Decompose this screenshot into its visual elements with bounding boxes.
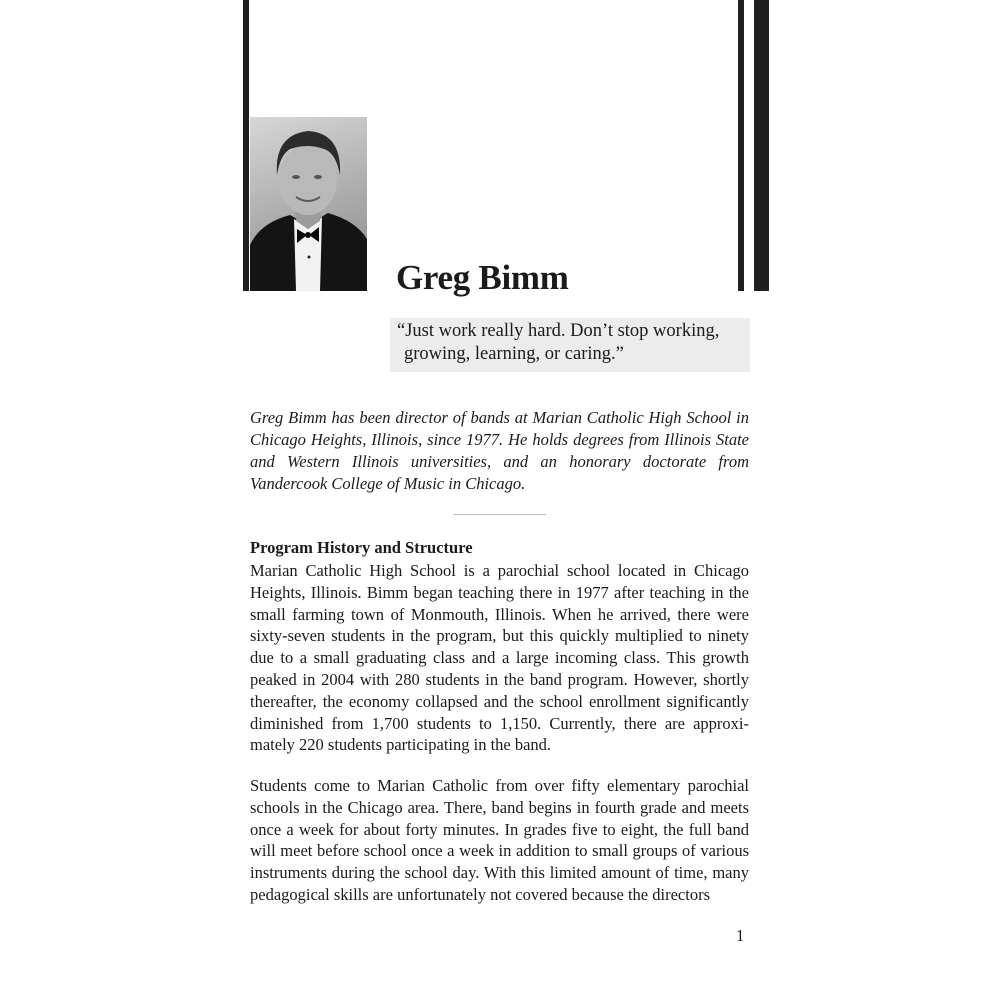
right-border-bar-inner [738,0,744,291]
right-border-bar-outer [754,0,769,291]
body-paragraph-1: Marian Catholic High School is a parochial school located in Chicago Heights, Illinois. Bimm began teaching there in 1977 after teaching in the small farming town of Monmouth, Illinois. When he arrived, there were sixty-seven students in the program, but this quickly multiplied to ninety due to a small graduating class and a large incoming class. This growth peaked in 2004 with 280 students in the band program. However, shortly thereafter, the economy collapsed and the school enrollment significantly diminished from 1,700 students to 1,150. Currently, there are approximately 220 students participating in the band. [250,561,749,755]
pull-quote-line-2: growing, learning, or caring.” [404,344,624,364]
bio-paragraph: Greg Bimm has been director of bands at Marian Catholic High School in Chicago Heights, Illinois, since 1977. He holds degrees from Illinois State and Western Illinois universities, and an honorary doctorate from Vandercook College of Music in Chicago. [250,408,749,493]
portrait-photo [250,117,367,291]
pull-quote-line-1: “Just work really hard. Don’t stop working, [397,321,720,341]
left-border-bar [243,0,249,291]
page-number: 1 [736,926,745,945]
pull-quote [390,318,750,372]
body-paragraph-2: Students come to Marian Catholic from over fifty elementary parochial schools in the Chicago area. There, band begins in fourth grade and meets once a week for about forty minutes. In grades five to eight, the full band will meet before school once a week in addition to small groups of various instruments during the school day. With this limited amount of time, many pedagogical skills are unfortunately not covered because the directors [250,776,749,904]
profile-name: Greg Bimm [396,258,569,297]
section-divider [453,514,546,515]
section-heading: Program History and Structure [250,538,473,557]
